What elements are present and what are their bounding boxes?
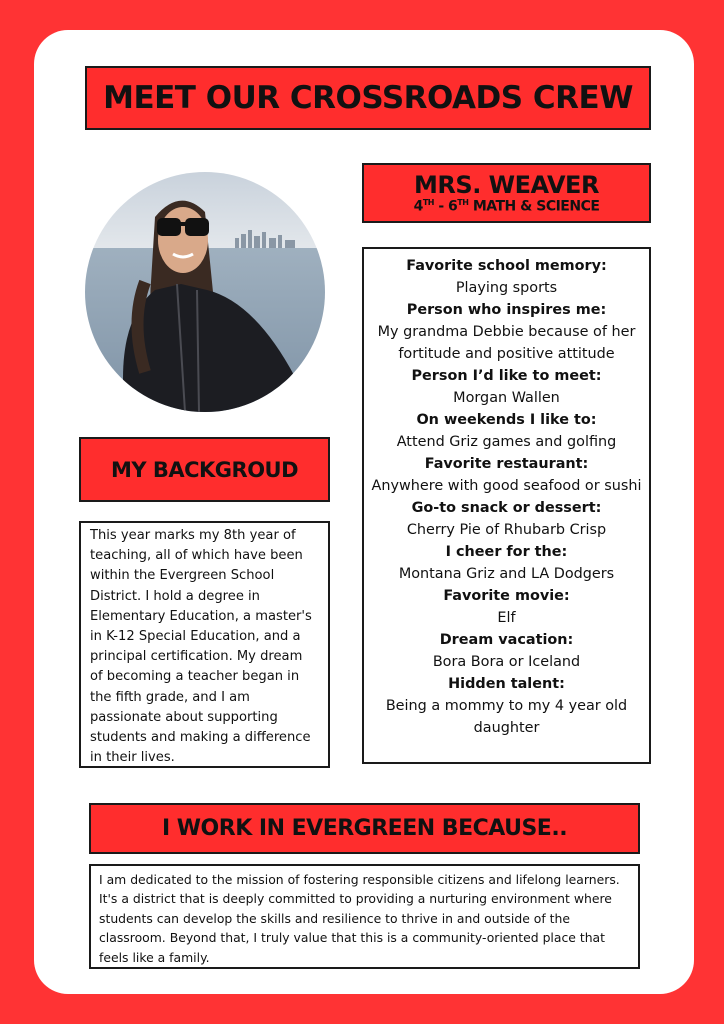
teacher-name: MRS. WEAVER [414, 170, 599, 199]
qa-question: Person I’d like to meet: [411, 368, 602, 384]
teacher-photo [85, 172, 325, 412]
qa-question: Dream vacation: [439, 632, 574, 648]
background-heading [79, 437, 330, 502]
qa-answer: Anywhere with good seafood or sushi [371, 478, 642, 494]
qa-question: Favorite school memory: [406, 258, 607, 274]
why-text: I am dedicated to the mission of fostering responsible citizens and lifelong learners. It's a district that is deeply committed to providing a nurturing environment where students can develop the skills and resilience to thrive in and outside of the classroom. Beyond that, I truly value that this is a community-oriented place that feels like a family. [99, 872, 620, 965]
page-title [85, 66, 651, 130]
qa-answer: Bora Bora or Iceland [432, 654, 581, 670]
qa-answer: My grandma Debbie because of her fortitude and positive attitude [377, 324, 636, 362]
teacher-name-box [362, 163, 651, 223]
teacher-photo-image [85, 172, 325, 412]
page-title-text: MEET OUR CROSSROADS CREW [103, 80, 633, 116]
grade-start-suffix: TH [422, 197, 434, 207]
qa-box [362, 247, 651, 764]
qa-answer: Montana Griz and LA Dodgers [398, 566, 615, 582]
qa-question: I cheer for the: [445, 544, 568, 560]
qa-answer: Cherry Pie of Rhubarb Crisp [406, 522, 607, 538]
grade-end: 6 [448, 198, 458, 215]
qa-question: Favorite movie: [443, 588, 570, 604]
grade-start: 4 [413, 198, 423, 215]
qa-question: Favorite restaurant: [424, 456, 589, 472]
qa-answer: Morgan Wallen [453, 390, 560, 406]
why-heading [89, 803, 640, 854]
why-text-box [89, 864, 640, 969]
subjects-text: MATH & SCIENCE [468, 198, 600, 215]
why-heading-text: I WORK IN EVERGREEN BECAUSE.. [161, 816, 568, 841]
qa-question: Go-to snack or dessert: [411, 500, 602, 516]
qa-question: On weekends I like to: [416, 412, 597, 428]
qa-answer: Elf [497, 610, 516, 626]
qa-answer: Playing sports [455, 280, 558, 296]
qa-question: Person who inspires me: [406, 302, 607, 318]
background-heading-text: MY BACKGROUD [110, 457, 299, 482]
qa-question: Hidden talent: [448, 676, 565, 692]
teacher-subjects [414, 199, 600, 214]
grade-end-suffix: TH [457, 197, 469, 207]
qa-answer: Being a mommy to my 4 year old daughter [385, 698, 628, 736]
grade-separator: - [433, 198, 449, 215]
qa-answer: Attend Griz games and golfing [396, 434, 617, 450]
background-text: This year marks my 8th year of teaching, all of which have been within the Evergreen School District. I hold a degree in Elementary Education, a master's in K-12 Special Education, and a principal certification. My dream of becoming a teacher began in the fifth grade, and I am passionate about supporting students and making a difference in their lives. [90, 528, 312, 766]
background-text-box [79, 521, 330, 768]
